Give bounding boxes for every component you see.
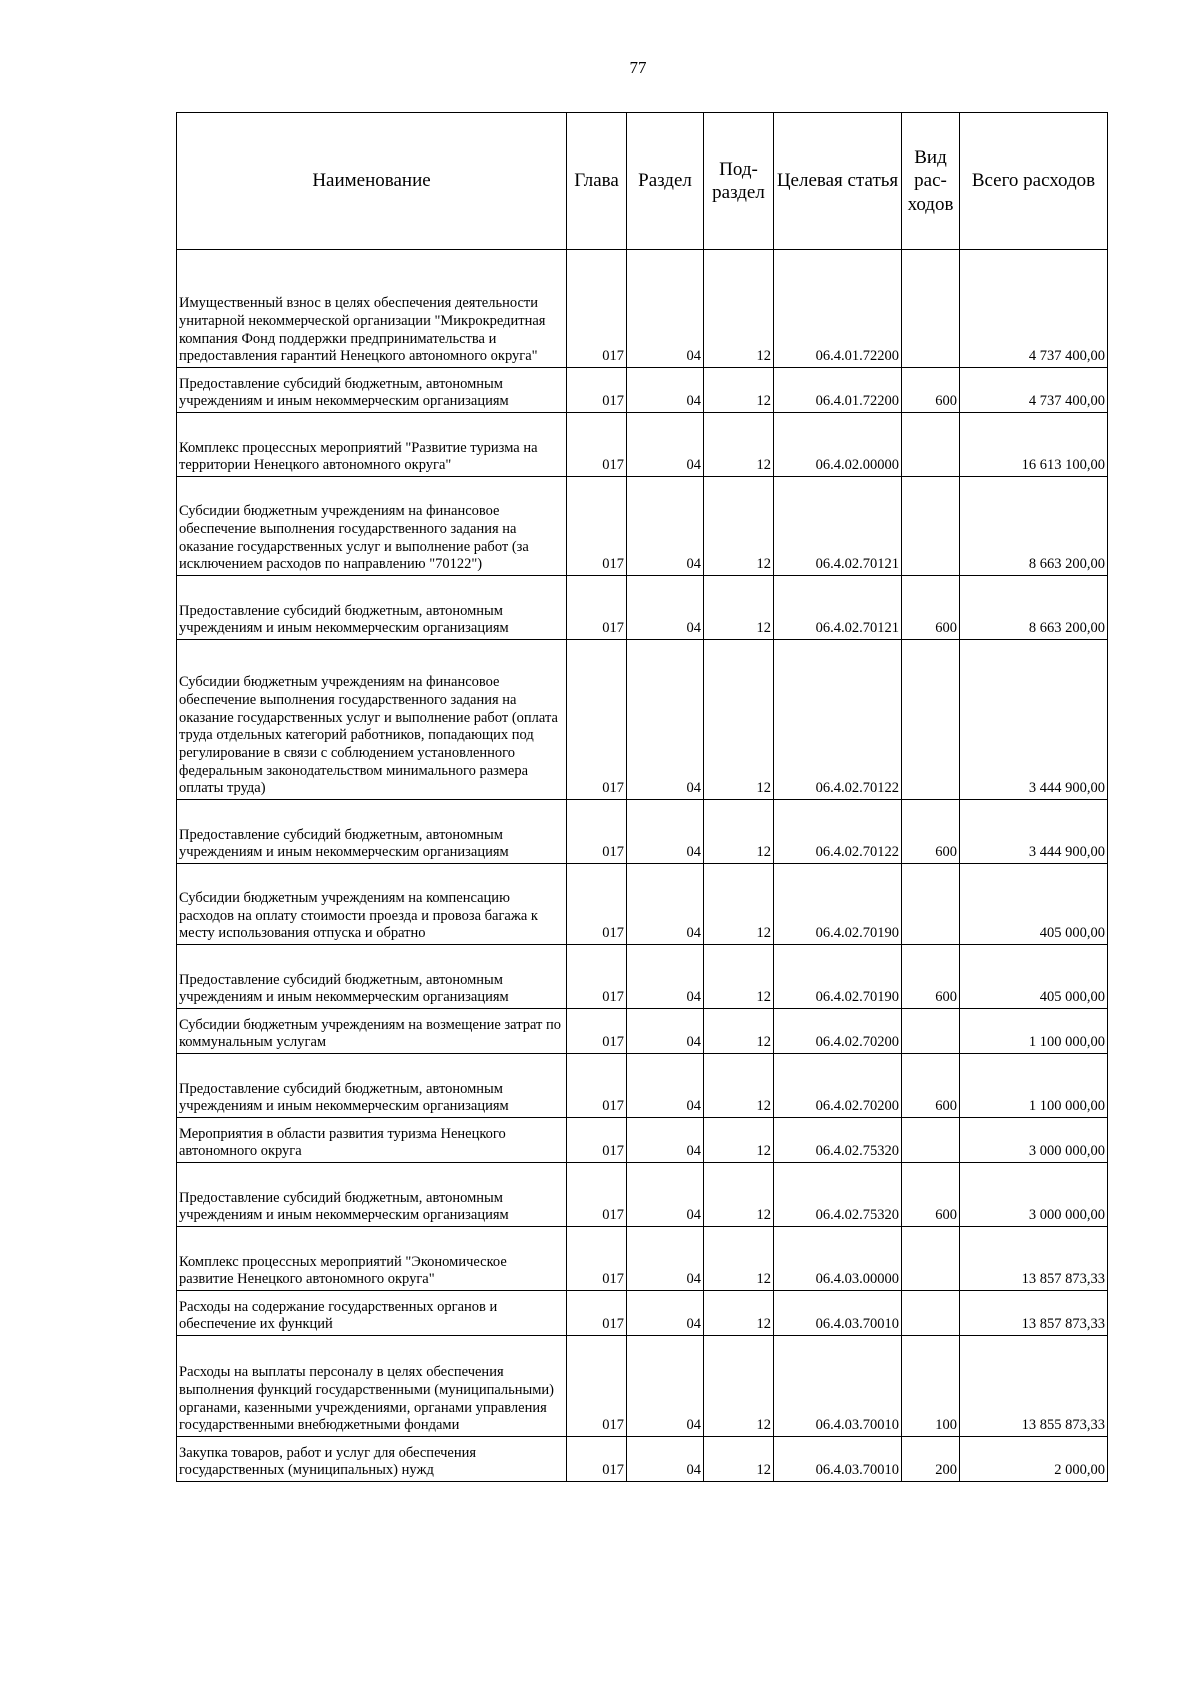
cell-razdel: 04: [627, 1227, 704, 1291]
cell-name: Комплекс процессных мероприятий "Развитие туризма на территории Ненецкого автономного округа": [177, 413, 567, 477]
cell-podrazdel: 12: [704, 477, 774, 576]
cell-podrazdel: 12: [704, 1336, 774, 1437]
cell-podrazdel: 12: [704, 576, 774, 640]
cell-vid: [902, 1009, 960, 1054]
cell-razdel: 04: [627, 1163, 704, 1227]
cell-glava: 017: [567, 576, 627, 640]
header-row: [177, 113, 1108, 250]
cell-razdel: 04: [627, 1009, 704, 1054]
table-row: [177, 1118, 1108, 1163]
cell-statia: 06.4.02.00000: [774, 413, 902, 477]
cell-podrazdel: 12: [704, 1054, 774, 1118]
table-row: [177, 945, 1108, 1009]
cell-vid: [902, 864, 960, 945]
cell-razdel: 04: [627, 945, 704, 1009]
table-row: [177, 1054, 1108, 1118]
cell-vid: [902, 250, 960, 368]
cell-glava: 017: [567, 1336, 627, 1437]
cell-glava: 017: [567, 477, 627, 576]
cell-total: 4 737 400,00: [960, 368, 1108, 413]
cell-statia: 06.4.02.70122: [774, 640, 902, 800]
header-razdel: Раздел: [627, 113, 704, 250]
table-row: [177, 1437, 1108, 1482]
cell-razdel: 04: [627, 640, 704, 800]
header-name: Наименование: [177, 113, 567, 250]
cell-total: 1 100 000,00: [960, 1054, 1108, 1118]
cell-statia: 06.4.02.75320: [774, 1163, 902, 1227]
cell-vid: 600: [902, 1054, 960, 1118]
cell-total: 8 663 200,00: [960, 576, 1108, 640]
cell-razdel: 04: [627, 1437, 704, 1482]
cell-statia: 06.4.02.70190: [774, 945, 902, 1009]
cell-podrazdel: 12: [704, 640, 774, 800]
header-statia: Целевая статья: [774, 113, 902, 250]
cell-name: Предоставление субсидий бюджетным, автономным учреждениям и иным некоммерческим организациям: [177, 800, 567, 864]
cell-glava: 017: [567, 250, 627, 368]
table-row: [177, 864, 1108, 945]
cell-vid: [902, 413, 960, 477]
cell-total: 405 000,00: [960, 864, 1108, 945]
cell-name: Субсидии бюджетным учреждениям на финансовое обеспечение выполнения государственного задания на оказание государственных услуг и выполнение работ (за исключением расходов по направлению "70122"): [177, 477, 567, 576]
cell-total: 2 000,00: [960, 1437, 1108, 1482]
cell-glava: 017: [567, 864, 627, 945]
cell-glava: 017: [567, 1163, 627, 1227]
cell-vid: [902, 1227, 960, 1291]
cell-total: 3 444 900,00: [960, 640, 1108, 800]
cell-glava: 017: [567, 1054, 627, 1118]
cell-statia: 06.4.03.00000: [774, 1227, 902, 1291]
cell-total: 3 000 000,00: [960, 1163, 1108, 1227]
cell-name: Субсидии бюджетным учреждениям на финансовое обеспечение выполнения государственного задания на оказание государственных услуг и выполнение работ (оплата труда отдельных категорий работников, попадающих под регулирование в связи с соблюдением установленного федеральным законодательством минимального размера оплаты труда): [177, 640, 567, 800]
cell-total: 13 857 873,33: [960, 1227, 1108, 1291]
cell-vid: [902, 1291, 960, 1336]
cell-statia: 06.4.02.70121: [774, 576, 902, 640]
table-row: [177, 576, 1108, 640]
cell-statia: 06.4.03.70010: [774, 1291, 902, 1336]
cell-vid: 600: [902, 945, 960, 1009]
cell-glava: 017: [567, 1118, 627, 1163]
cell-name: Комплекс процессных мероприятий "Экономическое развитие Ненецкого автономного округа": [177, 1227, 567, 1291]
page-number: 77: [629, 58, 647, 77]
cell-podrazdel: 12: [704, 368, 774, 413]
table-row: [177, 1163, 1108, 1227]
cell-statia: 06.4.03.70010: [774, 1437, 902, 1482]
cell-name: Предоставление субсидий бюджетным, автономным учреждениям и иным некоммерческим организациям: [177, 1054, 567, 1118]
table-row: [177, 1227, 1108, 1291]
cell-razdel: 04: [627, 576, 704, 640]
cell-name: Предоставление субсидий бюджетным, автономным учреждениям и иным некоммерческим организациям: [177, 1163, 567, 1227]
cell-razdel: 04: [627, 800, 704, 864]
cell-razdel: 04: [627, 1118, 704, 1163]
cell-name: Субсидии бюджетным учреждениям на компенсацию расходов на оплату стоимости проезда и провоза багажа к месту использования отпуска и обратно: [177, 864, 567, 945]
cell-podrazdel: 12: [704, 1437, 774, 1482]
cell-name: Предоставление субсидий бюджетным, автономным учреждениям и иным некоммерческим организациям: [177, 945, 567, 1009]
cell-total: 13 857 873,33: [960, 1291, 1108, 1336]
header-vid: Вид рас-ходов: [902, 113, 960, 250]
cell-total: 1 100 000,00: [960, 1009, 1108, 1054]
cell-podrazdel: 12: [704, 1227, 774, 1291]
header-total: Всего расходов: [960, 113, 1108, 250]
cell-razdel: 04: [627, 368, 704, 413]
cell-total: 3 000 000,00: [960, 1118, 1108, 1163]
cell-podrazdel: 12: [704, 800, 774, 864]
cell-podrazdel: 12: [704, 413, 774, 477]
cell-total: 4 737 400,00: [960, 250, 1108, 368]
cell-statia: 06.4.02.70200: [774, 1054, 902, 1118]
cell-glava: 017: [567, 1009, 627, 1054]
table-row: [177, 1291, 1108, 1336]
cell-glava: 017: [567, 1227, 627, 1291]
cell-name: Предоставление субсидий бюджетным, автономным учреждениям и иным некоммерческим организациям: [177, 576, 567, 640]
cell-glava: 017: [567, 945, 627, 1009]
cell-glava: 017: [567, 640, 627, 800]
cell-vid: 200: [902, 1437, 960, 1482]
table-row: [177, 368, 1108, 413]
cell-razdel: 04: [627, 1336, 704, 1437]
cell-razdel: 04: [627, 250, 704, 368]
cell-vid: [902, 477, 960, 576]
cell-glava: 017: [567, 413, 627, 477]
cell-razdel: 04: [627, 864, 704, 945]
cell-razdel: 04: [627, 477, 704, 576]
header-podrazdel: Под-раздел: [704, 113, 774, 250]
cell-vid: [902, 1118, 960, 1163]
cell-statia: 06.4.02.70190: [774, 864, 902, 945]
cell-statia: 06.4.02.75320: [774, 1118, 902, 1163]
cell-total: 13 855 873,33: [960, 1336, 1108, 1437]
cell-name: Расходы на содержание государственных органов и обеспечение их функций: [177, 1291, 567, 1336]
cell-vid: 600: [902, 368, 960, 413]
cell-glava: 017: [567, 1437, 627, 1482]
cell-name: Закупка товаров, работ и услуг для обеспечения государственных (муниципальных) нужд: [177, 1437, 567, 1482]
table-row: [177, 640, 1108, 800]
cell-total: 8 663 200,00: [960, 477, 1108, 576]
cell-razdel: 04: [627, 413, 704, 477]
cell-total: 405 000,00: [960, 945, 1108, 1009]
cell-vid: 600: [902, 576, 960, 640]
cell-statia: 06.4.03.70010: [774, 1336, 902, 1437]
cell-podrazdel: 12: [704, 1009, 774, 1054]
cell-vid: 600: [902, 1163, 960, 1227]
cell-name: Мероприятия в области развития туризма Ненецкого автономного округа: [177, 1118, 567, 1163]
cell-vid: [902, 640, 960, 800]
cell-podrazdel: 12: [704, 864, 774, 945]
cell-podrazdel: 12: [704, 1291, 774, 1336]
table-row: [177, 413, 1108, 477]
budget-table: [176, 112, 1108, 1482]
cell-name: Субсидии бюджетным учреждениям на возмещение затрат по коммунальным услугам: [177, 1009, 567, 1054]
cell-total: 16 613 100,00: [960, 413, 1108, 477]
header-glava: Глава: [567, 113, 627, 250]
cell-podrazdel: 12: [704, 1163, 774, 1227]
cell-statia: 06.4.01.72200: [774, 250, 902, 368]
table-row: [177, 250, 1108, 368]
cell-razdel: 04: [627, 1291, 704, 1336]
cell-name: Расходы на выплаты персоналу в целях обеспечения выполнения функций государственными (муниципальными) органами, казенными учреждениями, органами управления государственными внебюджетными фондами: [177, 1336, 567, 1437]
cell-razdel: 04: [627, 1054, 704, 1118]
cell-podrazdel: 12: [704, 250, 774, 368]
cell-podrazdel: 12: [704, 945, 774, 1009]
table-row: [177, 1009, 1108, 1054]
cell-glava: 017: [567, 1291, 627, 1336]
cell-podrazdel: 12: [704, 1118, 774, 1163]
cell-name: Предоставление субсидий бюджетным, автономным учреждениям и иным некоммерческим организациям: [177, 368, 567, 413]
cell-glava: 017: [567, 368, 627, 413]
table-row: [177, 1336, 1108, 1437]
table-row: [177, 800, 1108, 864]
cell-statia: 06.4.02.70121: [774, 477, 902, 576]
cell-vid: 600: [902, 800, 960, 864]
cell-total: 3 444 900,00: [960, 800, 1108, 864]
cell-glava: 017: [567, 800, 627, 864]
table-row: [177, 477, 1108, 576]
cell-statia: 06.4.02.70200: [774, 1009, 902, 1054]
cell-statia: 06.4.01.72200: [774, 368, 902, 413]
cell-vid: 100: [902, 1336, 960, 1437]
cell-statia: 06.4.02.70122: [774, 800, 902, 864]
cell-name: Имущественный взнос в целях обеспечения деятельности унитарной некоммерческой организации "Микрокредитная компания Фонд поддержки предпринимательства и предоставления гарантий Ненецкого автономного округа": [177, 250, 567, 368]
